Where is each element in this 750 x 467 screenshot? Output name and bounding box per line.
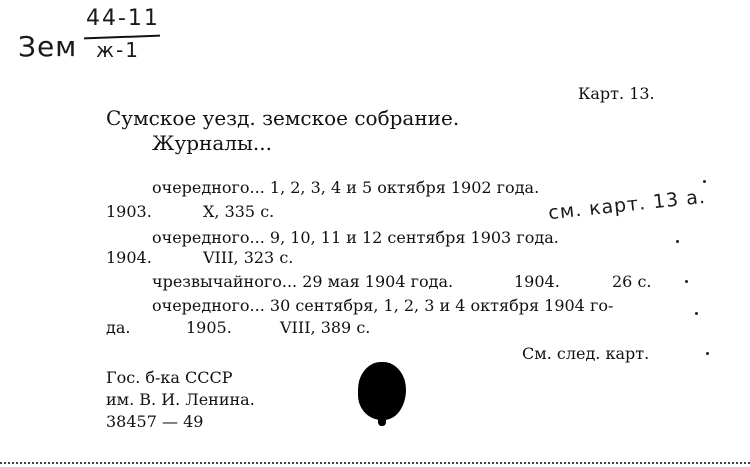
handwritten-shelf-number: 44-11 bbox=[86, 6, 160, 31]
card-bottom-edge bbox=[0, 462, 750, 464]
entry-line-7-start: да. bbox=[106, 318, 131, 337]
see-next-card: См. след. карт. bbox=[522, 344, 650, 363]
entry-year-1904: 1904. bbox=[106, 248, 152, 267]
card-subheading: Журналы... bbox=[152, 131, 272, 155]
punch-hole-stem bbox=[378, 416, 386, 426]
entry-extraordinary-year: 1904. bbox=[514, 272, 560, 291]
entry-year-1903: 1903. bbox=[106, 202, 152, 221]
card-heading: Сумское уезд. земское собрание. bbox=[106, 106, 460, 130]
entry-detail-1903: X, 335 с. bbox=[203, 202, 275, 221]
library-stamp-line-3: 38457 — 49 bbox=[106, 412, 204, 431]
library-stamp-line-2: им. В. И. Ленина. bbox=[106, 390, 255, 409]
speck-mark bbox=[685, 280, 688, 283]
entry-line-6: очередного... 30 сентября, 1, 2, 3 и 4 октября 1904 го- bbox=[152, 296, 614, 315]
speck-mark bbox=[676, 240, 679, 243]
entry-line-1: очередного... 1, 2, 3, 4 и 5 октября 1902 года. bbox=[152, 178, 540, 197]
speck-mark bbox=[706, 352, 709, 355]
punch-hole bbox=[358, 362, 406, 420]
speck-mark bbox=[703, 180, 706, 183]
entry-extraordinary: чрезвычайного... 29 мая 1904 года. bbox=[152, 272, 454, 291]
handwritten-shelf-denominator: ж-1 bbox=[96, 38, 140, 62]
entry-detail-1905: VIII, 389 с. bbox=[280, 318, 371, 337]
handwritten-shelf-prefix: Зем bbox=[18, 30, 78, 63]
speck-mark bbox=[695, 312, 698, 315]
entry-detail-1904: VIII, 323 с. bbox=[203, 248, 294, 267]
handwritten-cross-reference: см. карт. 13 а. bbox=[547, 185, 707, 225]
entry-line-3: очередного... 9, 10, 11 и 12 сентября 1903 года. bbox=[152, 228, 559, 247]
entry-extraordinary-pages: 26 с. bbox=[612, 272, 652, 291]
library-stamp-line-1: Гос. б-ка СССР bbox=[106, 368, 233, 387]
entry-year-1905: 1905. bbox=[186, 318, 232, 337]
card-number: Карт. 13. bbox=[578, 84, 655, 103]
